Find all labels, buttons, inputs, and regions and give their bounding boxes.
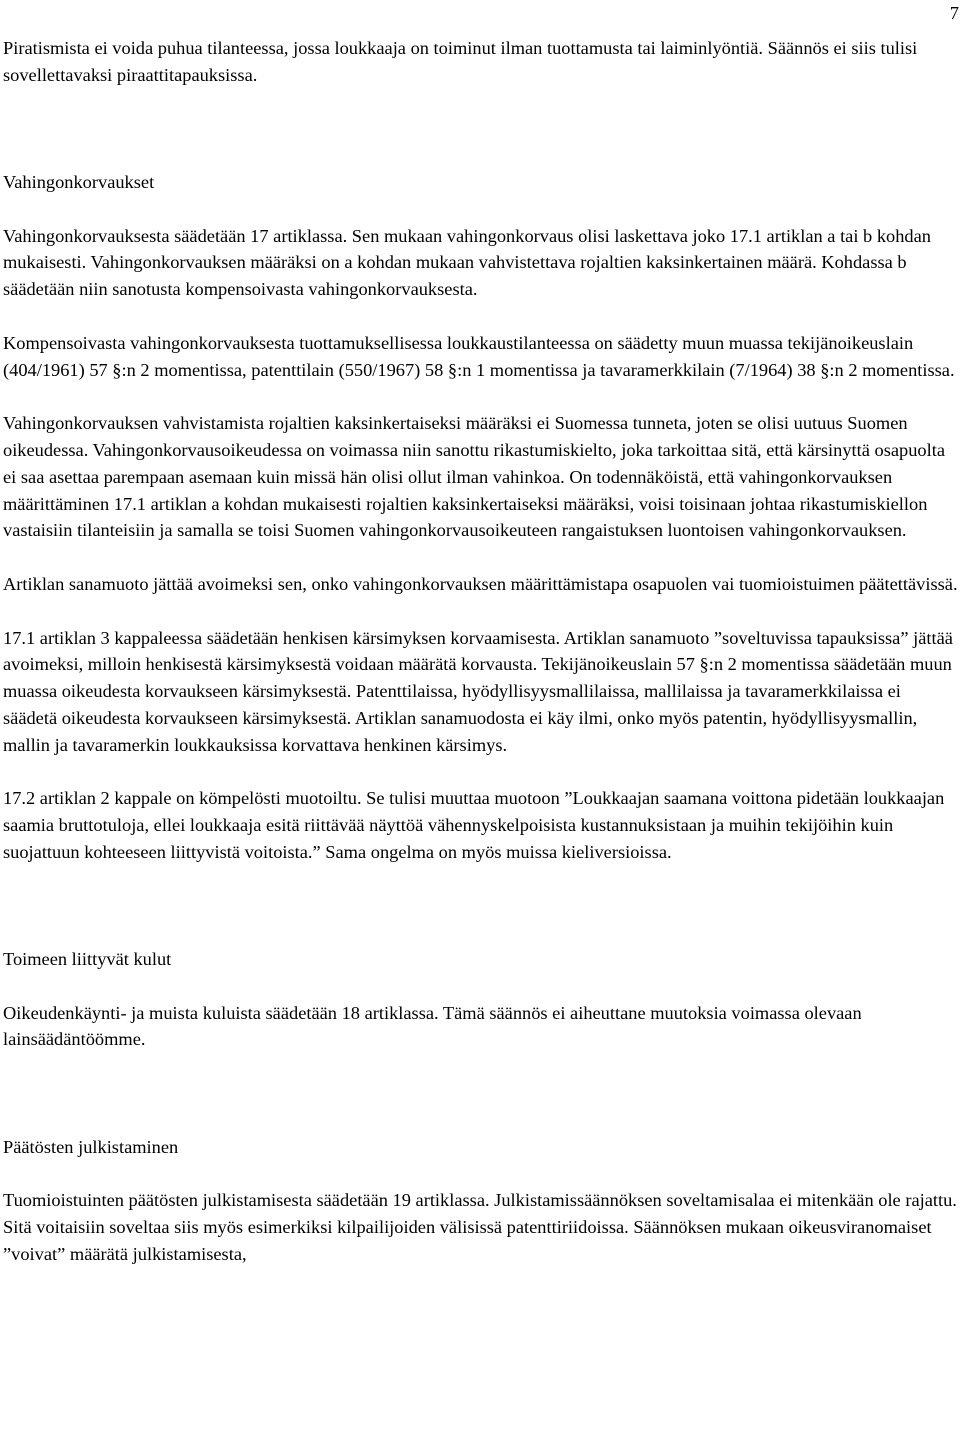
spacer (3, 1080, 959, 1134)
paragraph: 17.1 artiklan 3 kappaleessa säädetään henkisen kärsimyksen korvaamisesta. Artiklan sanamuoto ”soveltuvissa tapauksissa” jättää avoimeksi, milloin henkisestä kärsimyksestä voidaan määrätä korvausta. Tekijänoikeuslain 57 §:n 2 momentissa säädetään muun muassa oikeudesta korvaukseen kärsimyksestä. Patenttilaissa, hyödyllisyysmallilaissa, mallilaissa ja tavaramerkkilaissa ei säädetä oikeudesta korvaukseen kärsimyksestä. Artiklan sanamuodosta ei käy ilmi, onko myös patentin, hyödyllisyysmallin, mallin ja tavaramerkin loukkauksissa korvattava henkinen kärsimys. (3, 627, 953, 755)
paragraph: Artiklan sanamuoto jättää avoimeksi sen, onko vahingonkorvauksen määrittämistapa osapuolen vai tuomioistuimen päätettävissä. (3, 573, 958, 594)
section-costs (3, 946, 959, 1053)
section-publication (3, 1134, 959, 1268)
paragraph: Tuomioistuinten päätösten julkistamisesta säädetään 19 artiklassa. Julkistamissäännöksen soveltamisalaa ei mitenkään ole rajattu. Sitä voitaisiin soveltaa siis myös esimerkiksi kilpailijoiden välisissä patenttiriidoissa. Säännöksen mukaan oikeusviranomaiset ”voivat” määrätä julkistamisesta, (3, 1190, 957, 1264)
spacer (3, 115, 959, 169)
spacer (3, 893, 959, 947)
page-number: 7 (949, 3, 959, 23)
paragraph: Vahingonkorvauksen vahvistamista rojaltien kaksinkertaiseksi määräksi ei Suomessa tunneta, joten se olisi uutuus Suomen oikeudessa. Vahingonkorvausoikeudessa on voimassa niin sanottu rikastumiskielto, joka tarkoittaa sitä, että kärsinyttä osapuolta ei saa asettaa parempaan asemaan kuin missä hän olisi ollut ilman vahinkoa. On todennäköistä, että vahingonkorvauksen määrittäminen 17.1 artiklan a kohdan mukaisesti rojaltien kaksinkertaiseksi määräksi, voisi toisinaan johtaa rikastumiskiellon vastaisiin tilanteisiin ja samalla se toisi Suomen vahingonkorvausoikeuteen rangaistuksen luontoisen vahingonkorvauksen. (3, 413, 945, 541)
section-heading-damages: Vahingonkorvaukset (3, 171, 155, 192)
document-body (3, 35, 959, 1294)
section-heading-costs: Toimeen liittyvät kulut (3, 949, 172, 970)
paragraph: Oikeudenkäynti- ja muista kuluista säädetään 18 artiklassa. Tämä säännös ei aiheuttane muutoksia voimassa olevaan lainsäädäntöömme. (3, 1002, 862, 1050)
paragraph: Vahingonkorvauksesta säädetään 17 artiklassa. Sen mukaan vahingonkorvaus olisi laskettava joko 17.1 artiklan a tai b kohdan mukaisesti. Vahingonkorvauksen määräksi on a kohdan mukaan vahvistettava rojaltien kaksinkertainen määrä. Kohdassa b säädetään niin sanotusta kompensoivasta vahingonkorvauksesta. (3, 225, 931, 300)
section-heading-publication: Päätösten julkistaminen (3, 1136, 179, 1157)
section-damages (3, 169, 959, 866)
paragraph: 17.2 artiklan 2 kappale on kömpelösti muotoiltu. Se tulisi muuttaa muotoon ”Loukkaajan saamana voittona pidetään loukkaajan saamia bruttotuloja, ellei loukkaaja esitä riittävää näyttöä vähennyskelpoisista kustannuksistaan ja muihin tekijöihin kuin suojattuun kohteeseen liittyvistä voitoista.” Sama ongelma on myös muissa kieliversioissa. (3, 788, 945, 862)
paragraph-intro: Piratismista ei voida puhua tilanteessa, jossa loukkaaja on toiminut ilman tuottamusta tai laiminlyöntiä. Säännös ei siis tulisi sovellettavaksi piraattitapauksissa. (3, 38, 918, 85)
paragraph: Kompensoivasta vahingonkorvauksesta tuottamuksellisessa loukkaustilanteessa on säädetty muun muassa tekijänoikeuslain (404/1961) 57 §:n 2 momentissa, patenttilain (550/1967) 58 §:n 1 momentissa ja tavaramerkkilain (7/1964) 38 §:n 2 momentissa. (3, 332, 955, 380)
